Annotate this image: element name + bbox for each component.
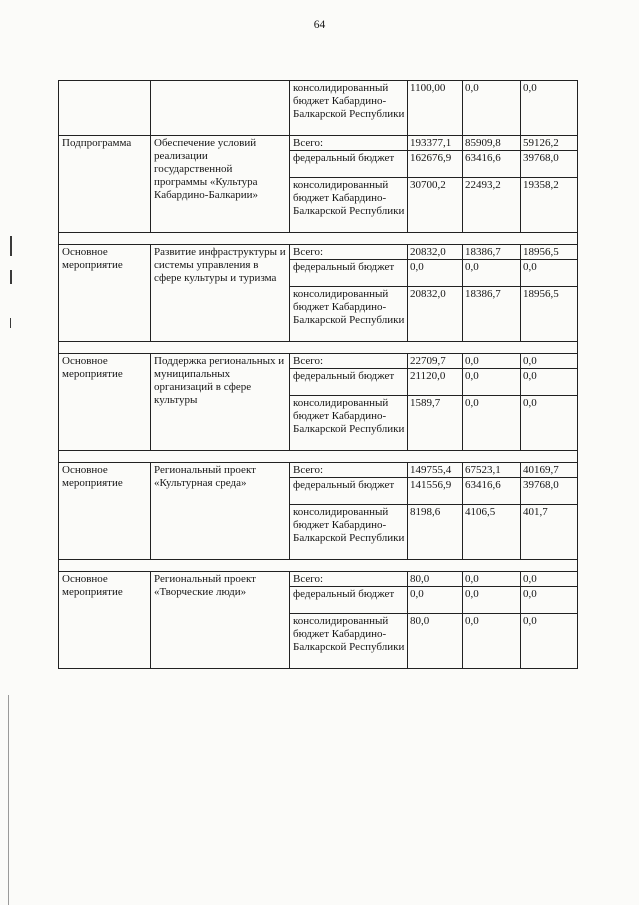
kind-cell: Основное мероприятие xyxy=(59,572,151,669)
budget-label: Всего: xyxy=(290,463,408,478)
value-cell: 149755,4 xyxy=(408,463,463,478)
value-cell: 19358,2 xyxy=(521,178,578,233)
value-cell: 39768,0 xyxy=(521,478,578,505)
budget-label: Всего: xyxy=(290,136,408,151)
value-cell: 18956,5 xyxy=(521,245,578,260)
value-cell: 0,0 xyxy=(521,587,578,614)
value-cell: 67523,1 xyxy=(463,463,521,478)
kind-cell: Основное мероприятие xyxy=(59,463,151,560)
value-cell: 0,0 xyxy=(463,369,521,396)
title-cell: Региональный проект «Культурная среда» xyxy=(151,463,290,560)
value-cell: 80,0 xyxy=(408,614,463,669)
budget-label: консолидированный бюджет Кабардино-Балкарской Республики xyxy=(290,396,408,451)
value-cell: 30700,2 xyxy=(408,178,463,233)
budget-label: федеральный бюджет xyxy=(290,151,408,178)
value-cell: 0,0 xyxy=(521,369,578,396)
value-cell: 63416,6 xyxy=(463,151,521,178)
budget-label: консолидированный бюджет Кабардино-Балкарской Республики xyxy=(290,81,408,136)
table-row xyxy=(59,463,578,478)
value-cell: 40169,7 xyxy=(521,463,578,478)
value-cell: 18956,5 xyxy=(521,287,578,342)
budget-label: федеральный бюджет xyxy=(290,260,408,287)
page-number: 64 xyxy=(313,19,326,31)
value-cell: 401,7 xyxy=(521,505,578,560)
kind-cell xyxy=(59,81,151,136)
value-cell: 63416,6 xyxy=(463,478,521,505)
value-cell: 141556,9 xyxy=(408,478,463,505)
budget-label: Всего: xyxy=(290,245,408,260)
value-cell: 0,0 xyxy=(463,572,521,587)
title-cell: Развитие инфраструктуры и системы управления в сфере культуры и туризма xyxy=(151,245,290,342)
table-row xyxy=(59,245,578,260)
value-cell: 193377,1 xyxy=(408,136,463,151)
title-cell: Поддержка региональных и муниципальных организаций в сфере культуры xyxy=(151,354,290,451)
value-cell: 0,0 xyxy=(408,260,463,287)
value-cell: 4106,5 xyxy=(463,505,521,560)
budget-label: Всего: xyxy=(290,354,408,369)
value-cell: 162676,9 xyxy=(408,151,463,178)
table-row xyxy=(59,354,578,369)
table-row xyxy=(59,136,578,151)
table-row xyxy=(59,572,578,587)
kind-cell: Подпрограмма xyxy=(59,136,151,233)
budget-label: Всего: xyxy=(290,572,408,587)
value-cell: 22493,2 xyxy=(463,178,521,233)
title-cell: Региональный проект «Творческие люди» xyxy=(151,572,290,669)
value-cell: 0,0 xyxy=(463,81,521,136)
budget-label: консолидированный бюджет Кабардино-Балкарской Республики xyxy=(290,614,408,669)
value-cell: 8198,6 xyxy=(408,505,463,560)
value-cell: 20832,0 xyxy=(408,245,463,260)
value-cell: 85909,8 xyxy=(463,136,521,151)
budget-label: федеральный бюджет xyxy=(290,478,408,505)
value-cell: 0,0 xyxy=(521,572,578,587)
value-cell: 1100,00 xyxy=(408,81,463,136)
value-cell: 0,0 xyxy=(463,614,521,669)
value-cell: 18386,7 xyxy=(463,245,521,260)
value-cell: 0,0 xyxy=(521,396,578,451)
value-cell: 0,0 xyxy=(463,587,521,614)
value-cell: 0,0 xyxy=(521,260,578,287)
value-cell: 0,0 xyxy=(463,354,521,369)
value-cell: 0,0 xyxy=(408,587,463,614)
value-cell: 0,0 xyxy=(463,260,521,287)
scan-mark xyxy=(10,318,11,328)
value-cell: 22709,7 xyxy=(408,354,463,369)
value-cell: 20832,0 xyxy=(408,287,463,342)
budget-label: консолидированный бюджет Кабардино-Балкарской Республики xyxy=(290,287,408,342)
value-cell: 39768,0 xyxy=(521,151,578,178)
budget-label: федеральный бюджет xyxy=(290,369,408,396)
scan-mark xyxy=(10,270,12,284)
title-cell: Обеспечение условий реализации государственной программы «Культура Кабардино-Балкарии» xyxy=(151,136,290,233)
scan-mark xyxy=(10,236,12,256)
title-cell xyxy=(151,81,290,136)
value-cell: 18386,7 xyxy=(463,287,521,342)
table-row xyxy=(59,81,578,136)
value-cell: 0,0 xyxy=(521,354,578,369)
value-cell: 59126,2 xyxy=(521,136,578,151)
kind-cell: Основное мероприятие xyxy=(59,245,151,342)
value-cell: 21120,0 xyxy=(408,369,463,396)
budget-label: федеральный бюджет xyxy=(290,587,408,614)
kind-cell: Основное мероприятие xyxy=(59,354,151,451)
budget-label: консолидированный бюджет Кабардино-Балкарской Республики xyxy=(290,505,408,560)
value-cell: 1589,7 xyxy=(408,396,463,451)
value-cell: 0,0 xyxy=(521,81,578,136)
value-cell: 0,0 xyxy=(463,396,521,451)
value-cell: 0,0 xyxy=(521,614,578,669)
scan-mark xyxy=(8,695,9,905)
value-cell: 80,0 xyxy=(408,572,463,587)
funding-table xyxy=(58,80,578,669)
budget-label: консолидированный бюджет Кабардино-Балкарской Республики xyxy=(290,178,408,233)
